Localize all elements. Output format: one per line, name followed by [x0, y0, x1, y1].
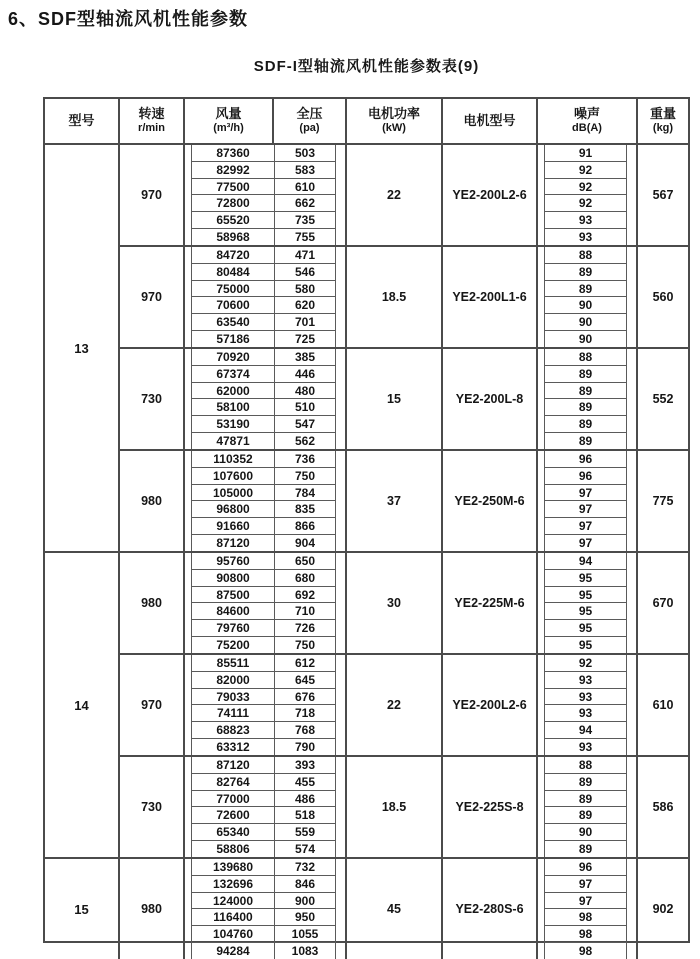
table-row [192, 791, 335, 808]
table-row [192, 620, 335, 637]
table-row [192, 297, 335, 314]
pressure-value: 755 [294, 230, 316, 245]
pressure-value: 1083 [291, 944, 319, 959]
table-row [192, 926, 335, 943]
noise-value: 97 [578, 536, 593, 551]
table-row [192, 757, 335, 774]
table-row [192, 655, 335, 672]
airflow-value: 62000 [192, 383, 275, 399]
pressure-value: 480 [294, 383, 316, 398]
table-row [192, 349, 335, 366]
airflow-value: 94284 [192, 943, 275, 959]
table-row [192, 722, 335, 739]
noise-value: 90 [545, 314, 626, 331]
airflow-value: 79033 [192, 689, 275, 705]
table-row [192, 824, 335, 841]
noise-area [538, 859, 638, 959]
airflow-value: 63540 [192, 314, 275, 330]
motor-model-cell: YE2-225S-8 [443, 757, 538, 857]
pressure-value: 750 [294, 468, 316, 483]
pressure-value: 645 [294, 672, 316, 687]
noise-box [544, 145, 627, 245]
pressure-value: 546 [294, 264, 316, 279]
airflow-pressure-area [185, 349, 347, 449]
weight-cell: 902 [652, 902, 674, 916]
column-header-unit: r/min [138, 122, 165, 135]
column-header-label: 电机型号 [463, 112, 516, 128]
noise-value: 89 [545, 399, 626, 416]
column-header-noise [538, 99, 638, 143]
table-row [192, 331, 335, 347]
pressure-value: 784 [294, 485, 316, 500]
table-row [192, 909, 335, 926]
pressure-value: 455 [294, 774, 316, 789]
pressure-value: 736 [294, 451, 316, 466]
column-header-speed [120, 99, 185, 143]
airflow-value: 75200 [192, 637, 275, 653]
airflow-pressure-box [191, 553, 336, 653]
pressure-value: 547 [294, 417, 316, 432]
column-header-label: 噪声 [573, 106, 600, 121]
pressure-value: 732 [294, 859, 316, 874]
pressure-value: 583 [294, 162, 316, 177]
column-header-label: 型号 [68, 112, 95, 128]
noise-value: 94 [545, 722, 626, 739]
airflow-value: 70600 [192, 297, 275, 313]
pressure-value: 580 [294, 281, 316, 296]
airflow-value: 70920 [192, 349, 275, 365]
motor-model-cell: YE2-280S-6 [443, 859, 538, 959]
noise-value: 97 [545, 485, 626, 502]
noise-value: 89 [545, 383, 626, 400]
noise-area [538, 655, 638, 755]
table-row [192, 399, 335, 416]
table-row [192, 314, 335, 331]
speed-cell: 730 [120, 349, 185, 449]
airflow-pressure-area [185, 859, 347, 959]
noise-box [544, 655, 627, 755]
speed-cell: 970 [120, 145, 185, 245]
noise-value: 92 [545, 195, 626, 212]
noise-value: 93 [545, 689, 626, 706]
pressure-value: 518 [294, 808, 316, 823]
motor-model-cell: YE2-200L2-6 [443, 655, 538, 755]
speed-cell: 980 [120, 451, 185, 551]
airflow-value: 74111 [192, 705, 275, 721]
weight-cell: 560 [652, 290, 674, 304]
speed-cell: 980 [120, 859, 185, 959]
motor-power-cell: 18.5 [347, 247, 443, 347]
airflow-pressure-box [191, 247, 336, 347]
motor-power-cell: 30 [347, 553, 443, 653]
table-row [192, 841, 335, 857]
weight-cell: 610 [652, 698, 674, 712]
pressure-value: 866 [294, 519, 316, 534]
table-row [192, 162, 335, 179]
airflow-pressure-area [185, 553, 347, 653]
noise-value: 90 [578, 332, 593, 347]
noise-value: 95 [545, 620, 626, 637]
pressure-value: 835 [294, 502, 316, 517]
noise-value: 90 [545, 297, 626, 314]
pressure-value: 725 [294, 332, 316, 347]
airflow-value: 84720 [192, 247, 275, 263]
column-header-pressure [274, 99, 347, 143]
pressure-value: 768 [294, 723, 316, 738]
airflow-value: 110352 [192, 451, 275, 467]
noise-value: 93 [578, 740, 593, 755]
speed-cell: 730 [120, 757, 185, 857]
table-row [192, 859, 335, 876]
motor-power-cell: 22 [347, 145, 443, 245]
model-group [45, 145, 688, 551]
noise-area [538, 553, 638, 653]
airflow-value: 68823 [192, 722, 275, 738]
model-cell: 13 [45, 145, 120, 551]
pressure-value: 503 [294, 145, 316, 160]
pressure-value: 650 [294, 553, 316, 568]
noise-value: 89 [545, 264, 626, 281]
model-group [45, 551, 688, 857]
speed-block [120, 553, 688, 653]
motor-model-cell: YE2-200L1-6 [443, 247, 538, 347]
speed-block [120, 755, 688, 857]
table-title: SDF-I型轴流风机性能参数表(9) [253, 58, 480, 75]
table-header-row [45, 99, 688, 145]
table-row [192, 672, 335, 689]
noise-value: 96 [545, 468, 626, 485]
motor-model-cell: YE2-200L2-6 [443, 145, 538, 245]
airflow-value: 87120 [192, 535, 275, 551]
noise-value: 89 [578, 842, 593, 857]
noise-value: 90 [545, 824, 626, 841]
motor-power-cell: 45 [347, 859, 443, 959]
table-row [192, 893, 335, 910]
airflow-pressure-box [191, 451, 336, 551]
noise-value: 92 [545, 179, 626, 196]
airflow-value: 57186 [192, 331, 275, 347]
table-row [192, 774, 335, 791]
speed-block [120, 145, 688, 245]
table-row [192, 195, 335, 212]
table-row [192, 570, 335, 587]
airflow-value: 85511 [192, 655, 275, 671]
noise-area [538, 757, 638, 857]
airflow-value: 72800 [192, 195, 275, 211]
noise-value: 88 [545, 349, 626, 366]
pressure-value: 1055 [291, 927, 319, 942]
pressure-value: 790 [294, 740, 316, 755]
pressure-value: 446 [294, 366, 316, 381]
table-row [192, 416, 335, 433]
airflow-value: 80484 [192, 264, 275, 280]
noise-value: 89 [578, 434, 593, 449]
column-header-power [347, 99, 443, 143]
airflow-value: 82000 [192, 672, 275, 688]
noise-value: 89 [545, 366, 626, 383]
table-row [192, 603, 335, 620]
column-header-motor [443, 99, 538, 143]
pressure-value: 620 [294, 298, 316, 313]
airflow-pressure-area [185, 247, 347, 347]
weight-cell: 670 [652, 596, 674, 610]
table-row [192, 807, 335, 824]
airflow-pressure-box [191, 349, 336, 449]
airflow-value: 47871 [192, 433, 275, 449]
table-row [192, 179, 335, 196]
airflow-value: 63312 [192, 739, 275, 755]
noise-value: 92 [545, 162, 626, 179]
pressure-value: 510 [294, 400, 316, 415]
pressure-value: 486 [294, 791, 316, 806]
noise-value: 88 [545, 247, 626, 264]
model-group-blocks [120, 553, 688, 857]
noise-value: 91 [545, 145, 626, 162]
pressure-value: 950 [294, 910, 316, 925]
speed-cell: 980 [120, 553, 185, 653]
motor-model-cell: YE2-200L-8 [443, 349, 538, 449]
airflow-value: 124000 [192, 893, 275, 909]
noise-value: 92 [545, 655, 626, 672]
table-row [192, 264, 335, 281]
airflow-value: 84600 [192, 603, 275, 619]
noise-area [538, 247, 638, 347]
weight-cell: 552 [652, 392, 674, 406]
motor-model-cell: YE2-250M-6 [443, 451, 538, 551]
noise-value: 98 [545, 926, 626, 943]
column-header-unit: (kW) [382, 122, 406, 135]
column-header-unit: (kg) [652, 122, 674, 135]
airflow-value: 58806 [192, 841, 275, 857]
airflow-value: 91660 [192, 518, 275, 534]
airflow-value: 79760 [192, 620, 275, 636]
pressure-value: 692 [294, 587, 316, 602]
airflow-value: 58968 [192, 229, 275, 245]
column-header-unit: (pa) [299, 122, 320, 135]
column-header-label: 电机功率 [367, 106, 420, 121]
noise-box [544, 451, 627, 551]
column-header-airflow [185, 99, 274, 143]
column-header-label: 转速 [138, 106, 165, 121]
airflow-pressure-box [191, 757, 336, 857]
column-header-model [45, 99, 120, 143]
noise-value: 96 [545, 859, 626, 876]
pressure-value: 393 [294, 757, 316, 772]
airflow-value: 95760 [192, 553, 275, 569]
weight-cell: 567 [652, 188, 674, 202]
speed-block [120, 245, 688, 347]
table-row [192, 705, 335, 722]
airflow-value: 96800 [192, 501, 275, 517]
model-cell: 15 [45, 859, 120, 959]
noise-value: 96 [545, 451, 626, 468]
table-row [192, 247, 335, 264]
airflow-value: 58100 [192, 399, 275, 415]
column-header-label: 全压 [296, 106, 323, 121]
pressure-value: 559 [294, 825, 316, 840]
pressure-value: 735 [294, 213, 316, 228]
airflow-value: 67374 [192, 366, 275, 382]
motor-model-cell: YE2-225M-6 [443, 553, 538, 653]
airflow-pressure-area [185, 451, 347, 551]
noise-value: 89 [545, 774, 626, 791]
pressure-value: 385 [294, 349, 316, 364]
airflow-pressure-box [191, 145, 336, 245]
pressure-value: 900 [294, 893, 316, 908]
motor-power-cell: 15 [347, 349, 443, 449]
noise-value: 89 [545, 807, 626, 824]
noise-area [538, 145, 638, 245]
noise-box [544, 349, 627, 449]
table-row [192, 535, 335, 551]
motor-power-cell: 18.5 [347, 757, 443, 857]
page-title: 6、SDF型轴流风机性能参数 [8, 9, 249, 29]
table-row [192, 229, 335, 245]
table-row [192, 366, 335, 383]
weight-cell: 586 [652, 800, 674, 814]
noise-value: 89 [545, 791, 626, 808]
noise-value: 89 [545, 416, 626, 433]
speed-cell: 970 [120, 655, 185, 755]
airflow-value: 105000 [192, 485, 275, 501]
pressure-value: 726 [294, 621, 316, 636]
airflow-value: 87120 [192, 757, 275, 773]
noise-value: 97 [545, 876, 626, 893]
speed-block [120, 859, 688, 959]
airflow-value: 53190 [192, 416, 275, 432]
noise-box [544, 247, 627, 347]
airflow-value: 132696 [192, 876, 275, 892]
speed-block [120, 653, 688, 755]
table-row [192, 433, 335, 449]
table-row [192, 637, 335, 653]
airflow-value: 82992 [192, 162, 275, 178]
table-row [192, 281, 335, 298]
table-row [192, 383, 335, 400]
noise-value: 95 [545, 570, 626, 587]
noise-value: 94 [545, 553, 626, 570]
noise-value: 93 [545, 705, 626, 722]
model-group-blocks [120, 145, 688, 551]
airflow-value: 90800 [192, 570, 275, 586]
pressure-value: 846 [294, 876, 316, 891]
performance-table [43, 97, 690, 959]
airflow-value: 65340 [192, 824, 275, 840]
noise-value: 97 [545, 501, 626, 518]
noise-value: 93 [545, 212, 626, 229]
airflow-value: 65520 [192, 212, 275, 228]
pressure-value: 662 [294, 196, 316, 211]
airflow-value: 82764 [192, 774, 275, 790]
table-row [192, 689, 335, 706]
airflow-value: 139680 [192, 859, 275, 875]
noise-value: 93 [578, 230, 593, 245]
airflow-value: 104760 [192, 926, 275, 942]
pressure-value: 904 [294, 536, 316, 551]
model-group [45, 857, 688, 959]
pressure-value: 718 [294, 706, 316, 721]
table-row [192, 451, 335, 468]
table-row [192, 587, 335, 604]
noise-area [538, 451, 638, 551]
airflow-value: 72600 [192, 807, 275, 823]
airflow-pressure-box [191, 859, 336, 959]
airflow-pressure-box [191, 655, 336, 755]
table-row [192, 468, 335, 485]
table-row [192, 739, 335, 755]
model-cell: 14 [45, 553, 120, 857]
noise-value: 93 [545, 672, 626, 689]
pressure-value: 701 [294, 315, 316, 330]
noise-value: 97 [545, 893, 626, 910]
column-header-label: 重量 [649, 106, 676, 121]
noise-area [538, 349, 638, 449]
model-group-blocks [120, 859, 688, 959]
airflow-value: 116400 [192, 909, 275, 925]
noise-value: 95 [578, 638, 593, 653]
airflow-value: 87500 [192, 587, 275, 603]
table-row [192, 145, 335, 162]
airflow-pressure-area [185, 145, 347, 245]
speed-cell: 970 [120, 247, 185, 347]
column-header-weight [638, 99, 688, 143]
noise-value: 89 [545, 281, 626, 298]
pressure-value: 680 [294, 570, 316, 585]
airflow-value: 107600 [192, 468, 275, 484]
table-row [192, 553, 335, 570]
airflow-value: 77500 [192, 179, 275, 195]
pressure-value: 612 [294, 655, 316, 670]
noise-value: 98 [545, 909, 626, 926]
table-row [192, 501, 335, 518]
noise-box [544, 859, 627, 959]
table-row [192, 876, 335, 893]
weight-cell: 775 [652, 494, 674, 508]
airflow-value: 75000 [192, 281, 275, 297]
speed-block [120, 449, 688, 551]
noise-value: 97 [545, 518, 626, 535]
table-body [45, 145, 688, 959]
pressure-value: 750 [294, 638, 316, 653]
noise-value: 95 [545, 587, 626, 604]
pressure-value: 610 [294, 179, 316, 194]
airflow-pressure-area [185, 655, 347, 755]
motor-power-cell: 37 [347, 451, 443, 551]
noise-box [544, 553, 627, 653]
table-row [192, 212, 335, 229]
motor-power-cell: 22 [347, 655, 443, 755]
noise-value: 95 [545, 603, 626, 620]
noise-value: 88 [545, 757, 626, 774]
pressure-value: 574 [294, 842, 316, 857]
airflow-pressure-area [185, 757, 347, 857]
airflow-value: 87360 [192, 145, 275, 161]
column-header-unit: dB(A) [572, 122, 602, 135]
table-row [192, 518, 335, 535]
pressure-value: 471 [294, 247, 316, 262]
airflow-value: 77000 [192, 791, 275, 807]
table-row [192, 485, 335, 502]
column-header-unit: (m³/h) [213, 122, 244, 135]
pressure-value: 710 [294, 604, 316, 619]
pressure-value: 562 [294, 434, 316, 449]
noise-box [544, 757, 627, 857]
pressure-value: 676 [294, 689, 316, 704]
speed-block [120, 347, 688, 449]
noise-value: 98 [578, 944, 593, 959]
column-header-label: 风量 [215, 106, 242, 121]
